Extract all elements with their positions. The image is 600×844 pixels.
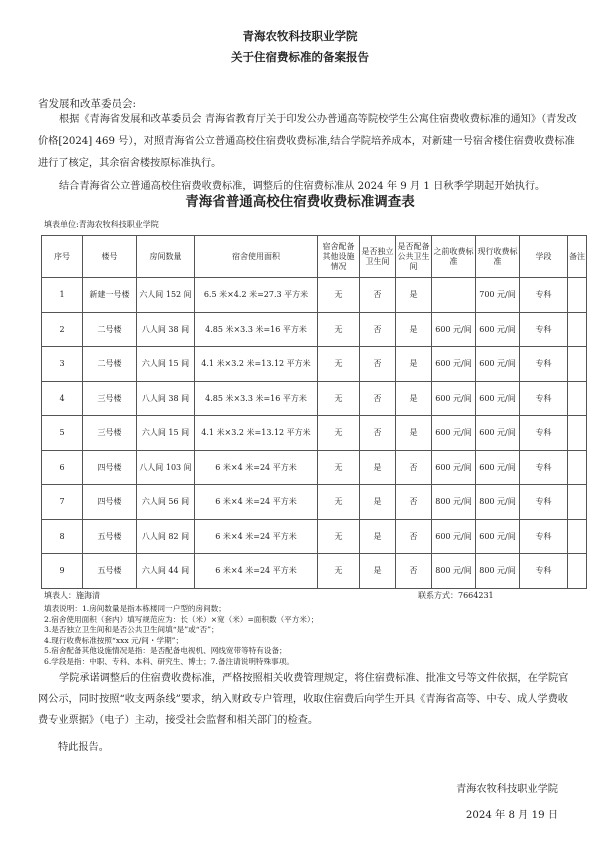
cell-remark xyxy=(568,450,587,485)
cell-remark xyxy=(568,278,587,313)
cell-remark xyxy=(568,381,587,416)
cell-facilities: 无 xyxy=(318,519,360,554)
cell-rooms: 八人间 38 间 xyxy=(137,381,195,416)
cell-curr-fee: 800 元/间 xyxy=(476,554,520,589)
cell-private-bath: 否 xyxy=(360,416,396,451)
cell-building: 五号楼 xyxy=(83,554,137,589)
table-row xyxy=(42,416,587,451)
cell-facilities: 无 xyxy=(318,278,360,313)
note-item: 4.现行收费标准按照“xxx 元/间・学期”； xyxy=(44,635,184,645)
cell-prev-fee: 600 元/间 xyxy=(432,381,476,416)
cell-area: 6 米×4 米=24 平方米 xyxy=(195,450,318,485)
header-private-bath: 是否独立卫生间 xyxy=(360,236,396,278)
cell-curr-fee: 600 元/间 xyxy=(476,519,520,554)
cell-prev-fee: 800 元/间 xyxy=(432,554,476,589)
cell-seq: 1 xyxy=(42,278,83,313)
header-remark: 备注 xyxy=(568,236,587,278)
cell-rooms: 八人间 38 间 xyxy=(137,312,195,347)
cell-level: 专科 xyxy=(520,519,568,554)
cell-prev-fee xyxy=(432,278,476,313)
cell-area: 6 米×4 米=24 平方米 xyxy=(195,485,318,520)
cell-rooms: 六人间 44 间 xyxy=(137,554,195,589)
table-row xyxy=(42,519,587,554)
cell-curr-fee: 600 元/间 xyxy=(476,347,520,382)
header-prev-fee: 之前收费标准 xyxy=(432,236,476,278)
cell-seq: 3 xyxy=(42,347,83,382)
cell-facilities: 无 xyxy=(318,450,360,485)
cell-public-bath: 是 xyxy=(396,381,432,416)
cell-level: 专科 xyxy=(520,450,568,485)
filler-name: 填表人：施海清 xyxy=(44,591,100,600)
fee-table xyxy=(41,235,587,589)
cell-level: 专科 xyxy=(520,381,568,416)
note-item: 5.宿舍配备其他设施情况是指：是否配备电视机、网线宽带等特有设备； xyxy=(44,646,287,656)
header-facilities: 宿舍配备其他设施情况 xyxy=(318,236,360,278)
cell-facilities: 无 xyxy=(318,312,360,347)
note-item: 6.学段是指：中职、专科、本科、研究生、博士；7.备注请说明特殊事项。 xyxy=(44,656,294,666)
cell-curr-fee: 700 元/间 xyxy=(476,278,520,313)
cell-private-bath: 否 xyxy=(360,312,396,347)
cell-level: 专科 xyxy=(520,278,568,313)
cell-curr-fee: 600 元/间 xyxy=(476,312,520,347)
cell-facilities: 无 xyxy=(318,554,360,589)
cell-seq: 2 xyxy=(42,312,83,347)
cell-area: 4.85 米×3.3 米=16 平方米 xyxy=(195,381,318,416)
cell-building: 三号楼 xyxy=(83,381,137,416)
salutation: 省发展和改革委员会: xyxy=(38,98,137,110)
cell-building: 五号楼 xyxy=(83,519,137,554)
sign-date: 2024 年 8 月 19 日 xyxy=(465,810,558,821)
cell-curr-fee: 600 元/间 xyxy=(476,416,520,451)
cell-area: 6 米×4 米=24 平方米 xyxy=(195,554,318,589)
cell-level: 专科 xyxy=(520,554,568,589)
cell-rooms: 六人间 15 间 xyxy=(137,347,195,382)
table-header-row xyxy=(42,236,587,278)
cell-private-bath: 是 xyxy=(360,485,396,520)
report-title: 关于住宿费标准的备案报告 xyxy=(231,50,369,64)
cell-area: 4.1 米×3.2 米=13.12 平方米 xyxy=(195,347,318,382)
cell-public-bath: 是 xyxy=(396,416,432,451)
header-seq: 序号 xyxy=(42,236,83,278)
cell-seq: 4 xyxy=(42,381,83,416)
cell-area: 4.1 米×3.2 米=13.12 平方米 xyxy=(195,416,318,451)
body-paragraph-1: 根据《青海省发展和改革委员会 青海省教育厅关于印发公办普通高等院校学生公寓住宿费收费标准的通知》（青发改价格[2024] 469 号），对照青海省公立普通高校住宿费收费标准,结合学院培养成本，对新建一号宿舍楼住宿费收费标准进行了核定，其余宿舍楼按原标准执行。 xyxy=(38,114,577,169)
cell-remark xyxy=(568,554,587,589)
cell-facilities: 无 xyxy=(318,381,360,416)
table-row xyxy=(42,381,587,416)
note-item: 3.是否独立卫生间和是否公共卫生间填“是”或“否”； xyxy=(44,625,219,635)
table-row xyxy=(42,278,587,313)
cell-public-bath: 否 xyxy=(396,450,432,485)
cell-curr-fee: 600 元/间 xyxy=(476,450,520,485)
signer-name: 青海农牧科技职业学院 xyxy=(456,784,558,795)
table-row xyxy=(42,347,587,382)
cell-curr-fee: 600 元/间 xyxy=(476,381,520,416)
note-item: 1.房间数量是指本栋楼同一户型的房间数； xyxy=(81,604,226,613)
cell-private-bath: 否 xyxy=(360,347,396,382)
cell-level: 专科 xyxy=(520,416,568,451)
cell-remark xyxy=(568,485,587,520)
contact-info: 联系方式：7664231 xyxy=(418,591,494,600)
closing-phrase: 特此报告。 xyxy=(58,742,109,753)
cell-prev-fee: 600 元/间 xyxy=(432,519,476,554)
cell-remark xyxy=(568,519,587,554)
cell-building: 四号楼 xyxy=(83,485,137,520)
cell-seq: 5 xyxy=(42,416,83,451)
cell-building: 三号楼 xyxy=(83,416,137,451)
table-row xyxy=(42,450,587,485)
header-curr-fee: 现行收费标准 xyxy=(476,236,520,278)
notes-line xyxy=(44,604,584,615)
header-room-count: 房间数量 xyxy=(137,236,195,278)
cell-rooms: 六人间 56 间 xyxy=(137,485,195,520)
cell-prev-fee: 600 元/间 xyxy=(432,347,476,382)
header-building: 楼号 xyxy=(83,236,137,278)
cell-prev-fee: 600 元/间 xyxy=(432,416,476,451)
note-item: 2.宿舍使用面积（套内）填写规范应为：长（米）×宽（米）=面积数（平方米）； xyxy=(44,614,319,624)
table-title: 青海省普通高校住宿费收费标准调查表 xyxy=(185,194,415,210)
cell-public-bath: 是 xyxy=(396,347,432,382)
cell-private-bath: 否 xyxy=(360,278,396,313)
cell-area: 6 米×4 米=24 平方米 xyxy=(195,519,318,554)
cell-prev-fee: 800 元/间 xyxy=(432,485,476,520)
table-row xyxy=(42,554,587,589)
cell-area: 6.5 米×4.2 米=27.3 平方米 xyxy=(195,278,318,313)
table-row xyxy=(42,312,587,347)
cell-rooms: 六人间 15 间 xyxy=(137,416,195,451)
cell-rooms: 八人间 82 间 xyxy=(137,519,195,554)
table-row xyxy=(42,485,587,520)
cell-rooms: 八人间 103 间 xyxy=(137,450,195,485)
cell-prev-fee: 600 元/间 xyxy=(432,450,476,485)
cell-facilities: 无 xyxy=(318,485,360,520)
filling-notes xyxy=(44,604,584,668)
header-public-bath: 是否配备公共卫生间 xyxy=(396,236,432,278)
cell-seq: 6 xyxy=(42,450,83,485)
cell-private-bath: 否 xyxy=(360,381,396,416)
cell-seq: 7 xyxy=(42,485,83,520)
cell-public-bath: 否 xyxy=(396,554,432,589)
cell-private-bath: 是 xyxy=(360,519,396,554)
cell-remark xyxy=(568,416,587,451)
body-paragraph-3: 学院承诺调整后的住宿费收费标准，严格按照相关收费管理规定，将住宿费标准、批准文号等文件依据，在学院官网公示，同时按照“收支两条线”要求，纳入财政专户管理，收取住宿费后向学生开具《青海省高等、中专、成人学费收费专业票据》（电子）主动，接受社会监督和相关部门的检查。 xyxy=(38,673,569,726)
cell-building: 二号楼 xyxy=(83,347,137,382)
cell-prev-fee: 600 元/间 xyxy=(432,312,476,347)
cell-level: 专科 xyxy=(520,312,568,347)
cell-building: 新建一号楼 xyxy=(83,278,137,313)
school-title: 青海农牧科技职业学院 xyxy=(242,29,358,43)
cell-level: 专科 xyxy=(520,485,568,520)
header-area: 宿舍使用面积 xyxy=(195,236,318,278)
cell-area: 4.85 米×3.3 米=16 平方米 xyxy=(195,312,318,347)
cell-level: 专科 xyxy=(520,347,568,382)
cell-private-bath: 是 xyxy=(360,554,396,589)
cell-seq: 8 xyxy=(42,519,83,554)
cell-public-bath: 否 xyxy=(396,485,432,520)
filling-unit: 填表单位:青海农牧科技职业学院 xyxy=(44,220,159,229)
cell-rooms: 六人间 152 间 xyxy=(137,278,195,313)
cell-public-bath: 否 xyxy=(396,519,432,554)
cell-curr-fee: 800 元/间 xyxy=(476,485,520,520)
cell-building: 二号楼 xyxy=(83,312,137,347)
header-level: 学段 xyxy=(520,236,568,278)
cell-public-bath: 是 xyxy=(396,312,432,347)
cell-building: 四号楼 xyxy=(83,450,137,485)
cell-public-bath: 是 xyxy=(396,278,432,313)
cell-remark xyxy=(568,347,587,382)
cell-private-bath: 是 xyxy=(360,450,396,485)
cell-facilities: 无 xyxy=(318,347,360,382)
cell-remark xyxy=(568,312,587,347)
body-paragraph-2: 结合青海省公立普通高校住宿费收费标准，调整后的住宿费标准从 2024 年 9 月 1 日秋季学期起开始执行。 xyxy=(59,181,546,192)
notes-title: 填表说明： xyxy=(44,604,82,613)
cell-seq: 9 xyxy=(42,554,83,589)
cell-facilities: 无 xyxy=(318,416,360,451)
